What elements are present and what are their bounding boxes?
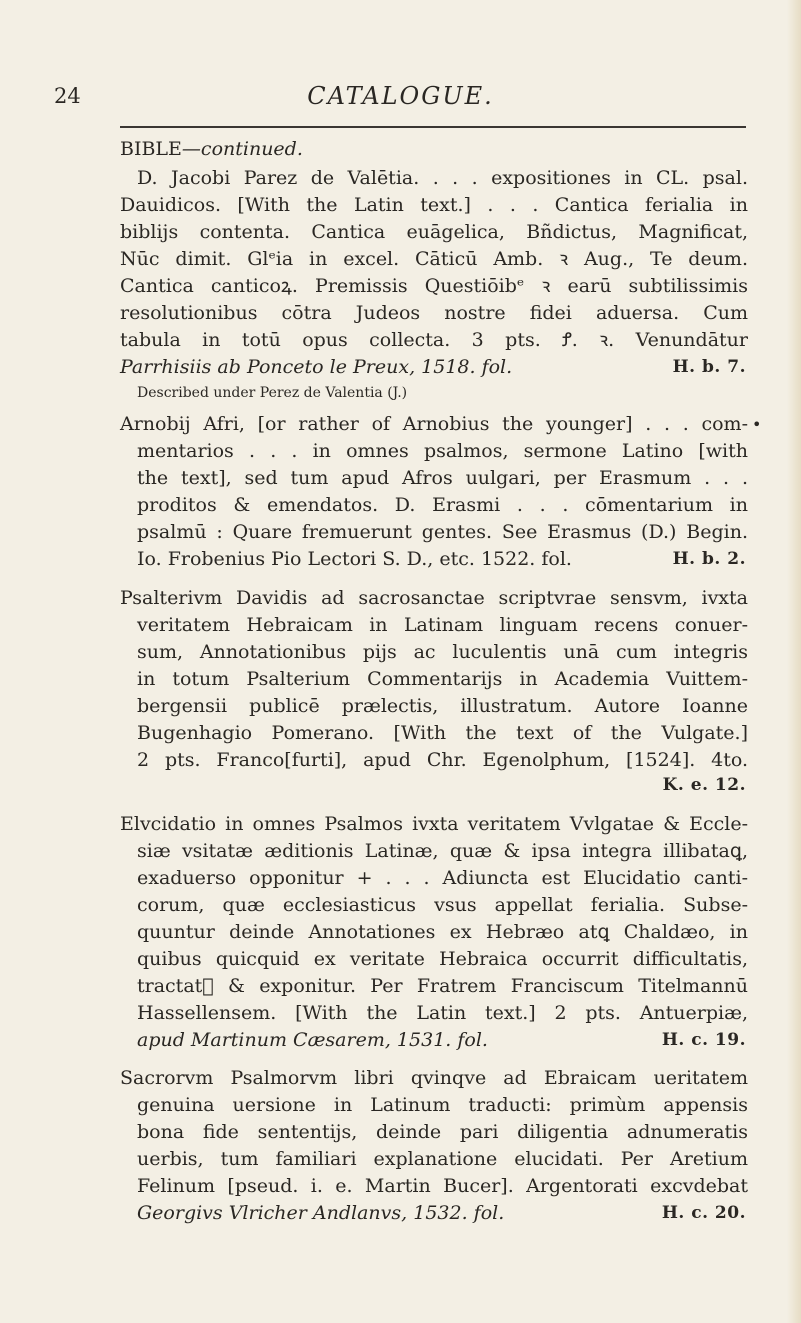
entry-line: apud Martinum Cæsarem, 1531. fol. [137, 1029, 488, 1051]
page-number: 24 [54, 84, 81, 108]
entry-line: siæ vsitatæ æditionis Latinæ, quæ & ipsa integra illibataꝗ, [137, 840, 748, 862]
entry-line: Arnobij Afri, [or rather of Arnobius the younger] . . . com- [120, 413, 748, 435]
entry-line: Psalterivm Davidis ad sacrosanctae scriptvrae sensvm, ivxta [120, 587, 748, 609]
page-edge-shadow [787, 0, 801, 1323]
entry-line: resolutionibus cōtra Judeos nostre fidei aduersa. Cum [120, 302, 748, 324]
entry-line: 2 pts. Franco[furti], apud Chr. Egenolphum, [1524]. 4to. [137, 749, 748, 771]
entry-line: biblijs contenta. Cantica euāgelica, Bñdictus, Magnificat, [120, 221, 748, 243]
entry-line: Elvcidatio in omnes Psalmos ivxta veritatem Vvlgatae & Eccle- [120, 813, 748, 835]
entry-line: exaduerso opponitur + . . . Adiuncta est Elucidatio canti- [137, 867, 748, 889]
entry-line: veritatem Hebraicam in Latinam linguam recens conuer- [137, 614, 748, 636]
entry-line: Felinum [pseud. i. e. Martin Bucer]. Argentorati excvdebat [137, 1175, 748, 1197]
shelfmark: K. e. 12. [662, 775, 746, 795]
entry-line: Io. Frobenius Pio Lectori S. D., etc. 1522. fol. [137, 548, 572, 570]
entry-line: bona fide sententijs, deinde pari diligentia adnumeratis [137, 1121, 748, 1143]
entry-line: corum, quæ ecclesiasticus vsus appellat ferialia. Subse- [137, 894, 748, 916]
entry-line: Sacrorvm Psalmorvm libri qvinqve ad Ebraicam ueritatem [120, 1067, 748, 1089]
entry-line: Hassellensem. [With the Latin text.] 2 pts. Antuerpiæ, [137, 1002, 748, 1024]
entry-line: tractatᷣ & exponitur. Per Fratrem Franciscum Titelmannū [137, 975, 748, 997]
entry-line: uerbis, tum familiari explanatione elucidati. Per Aretium [137, 1148, 748, 1170]
entry-line: mentarios . . . in omnes psalmos, sermone Latino [with [137, 440, 748, 462]
entry-line: genuina uersione in Latinum traducti: primùm appensis [137, 1094, 748, 1116]
entry-line: Bugenhagio Pomerano. [With the text of the Vulgate.] [137, 722, 748, 744]
entry-line: psalmū : Quare fremuerunt gentes. See Erasmus (D.) Begin. [137, 521, 748, 543]
shelfmark: H. c. 20. [661, 1203, 746, 1223]
section-continued: —continued. [181, 138, 303, 160]
entry-line: quuntur deinde Annotationes ex Hebræo atꝗ Chaldæo, in [137, 921, 748, 943]
entry-line: tabula in totū opus collecta. 3 pts. Ꝭ. ꝛ. Venundātur [120, 329, 748, 351]
entry-line: bergensii publicē prælectis, illustratum. Autore Ioanne [137, 695, 748, 717]
entry-line: Parrhisiis ab Ponceto le Preux, 1518. fol. [120, 356, 513, 378]
section-heading [120, 138, 303, 160]
shelfmark: H. c. 19. [661, 1030, 746, 1050]
running-head: CATALOGUE. [307, 82, 494, 110]
entry-line: sum, Annotationibus pijs ac luculentis unā cum integris [137, 641, 748, 663]
entry-line: quibus quicquid ex veritate Hebraica occurrit difficultatis, [137, 948, 748, 970]
entry-line: the text], sed tum apud Afros uulgari, per Erasmum . . . [137, 467, 748, 489]
section-title: BIBLE [120, 138, 182, 160]
shelfmark: H. b. 7. [672, 357, 746, 377]
margin-dot: • [752, 415, 762, 434]
cross-reference-note: Described under Perez de Valentia (J.) [137, 385, 408, 401]
shelfmark: H. b. 2. [672, 549, 746, 569]
entry-line: Nūc dimit. Glᵉia in excel. Cāticū Amb. ꝛ Aug., Te deum. [120, 248, 748, 270]
entry-line: in totum Psalterium Commentarijs in Academia Vuittem- [137, 668, 748, 690]
entry-line: Cantica canticoꝝ. Premissis Questiōibᵉ ꝛ earū subtilissimis [120, 275, 748, 297]
entry-line: D. Jacobi Parez de Valētia. . . . expositiones in CL. psal. [137, 167, 748, 189]
entry-line: Dauidicos. [With the Latin text.] . . . Cantica ferialia in [120, 194, 748, 216]
entry-line: proditos & emendatos. D. Erasmi . . . cōmentarium in [137, 494, 748, 516]
entry-line: Georgivs Vlricher Andlanvs, 1532. fol. [137, 1202, 505, 1224]
header-rule [120, 126, 746, 128]
